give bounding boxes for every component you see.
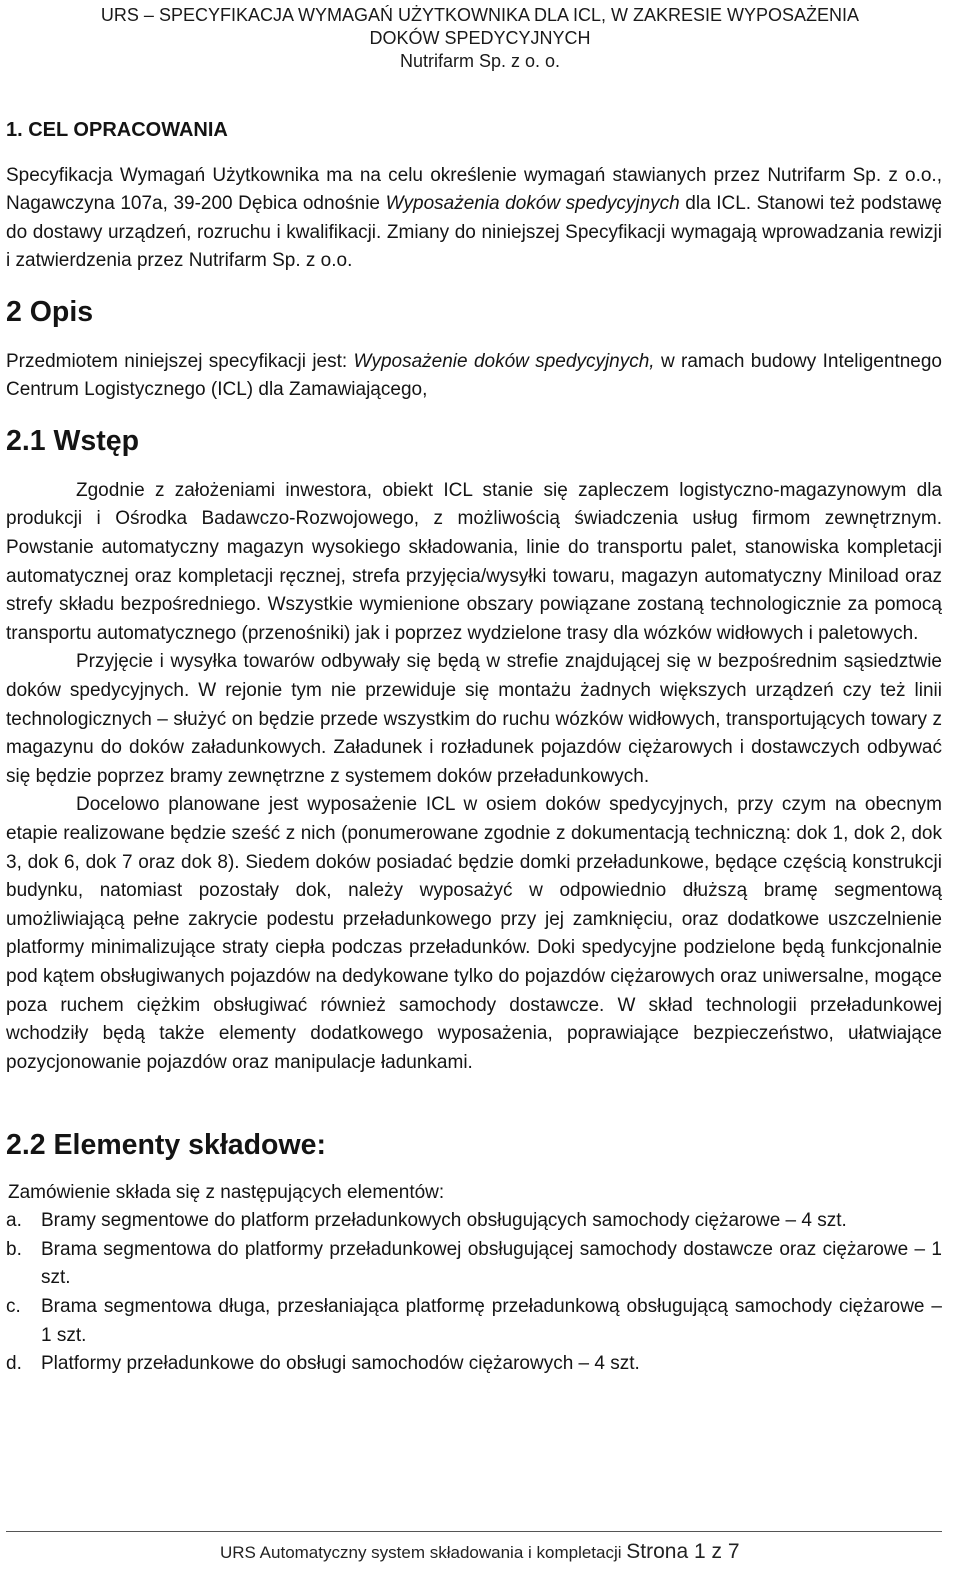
list-item-text: Brama segmentowa do platformy przeładunkowej obsługującej samochody dostawcze oraz ciężarowe – 1 szt.: [41, 1238, 942, 1289]
list-item: [6, 1207, 942, 1236]
section-2-title: 2 Opis: [6, 295, 94, 328]
section-cel-opracowania: [6, 112, 942, 276]
list-item: [6, 1293, 942, 1350]
section-elementy-skladowe: [6, 1131, 942, 1379]
list-item: [6, 1350, 942, 1379]
list-marker: c.: [6, 1296, 21, 1318]
header-company: Nutrifarm Sp. z o. o.: [399, 51, 561, 71]
document-body: [6, 112, 942, 1379]
page-number: Strona 1 z 7: [626, 1540, 740, 1563]
section-2-2-intro: Zamówienie składa się z następujących elementów:: [8, 1182, 445, 1204]
list-item: [6, 1236, 942, 1293]
section-1-title: 1. CEL OPRACOWANIA: [6, 119, 228, 141]
section-2-text-a: Przedmiotem niniejszej specyfikacji jest:: [6, 350, 354, 372]
page-footer: [6, 1531, 942, 1572]
section-2-1-title: 2.1 Wstęp: [6, 424, 140, 457]
footer-text: [220, 1540, 740, 1564]
section-2-1-paragraph-2: Przyjęcie i wysyłka towarów odbywały się będą w strefie znajdującej się w bezpośrednim sąsiedztwie doków spedycyjnych. W rejonie tym nie przewiduje się montażu żadnych większych urządzeń czy też linii technologicznych – służyć on będzie przede wszystkim do ruchu wózków widłowych, transportujących towary z magazynu do doków załadunkowych. Załadunek i rozładunek pojazdów ciężarowych i dostawczych odbywać się będzie poprzez bramy zewnętrzne z systemem doków przeładunkowych.: [6, 651, 942, 787]
components-list: [6, 1207, 942, 1379]
list-item-text: Bramy segmentowe do platform przeładunkowych obsługujących samochody ciężarowe – 4 szt.: [41, 1210, 847, 1232]
section-2-1-paragraph-1: Zgodnie z założeniami inwestora, obiekt ICL stanie się zapleczem logistyczno-magazynowym dla produkcji i Ośrodka Badawczo-Rozwojowego, z możliwością świadczenia usług firmom zewnętrznym. Powstanie automatyczny magazyn wysokiego składowania, linie do transportu palet, stanowiska kompletacji automatycznej oraz kompletacji ręcznej, strefa przyjęcia/wysyłki towaru, magazyn automatyczny Miniload oraz strefy składu bezpośredniego. Wszystkie wymienione obszary powiązane zostaną technologicznie za pomocą transportu automatycznego (przenośniki) jak i poprzez wydzielone trasy dla wózków widłowych i paletowych.: [6, 479, 942, 644]
section-2-2-title: 2.2 Elementy składowe:: [6, 1129, 326, 1162]
section-opis: [6, 295, 942, 405]
section-wstep: [6, 424, 942, 1077]
header-title: URS – SPECYFIKACJA WYMAGAŃ UŻYTKOWNIKA DLA ICL, W ZAKRESIE WYPOSAŻENIA: [100, 5, 860, 25]
section-2-1-paragraph-3: Docelowo planowane jest wyposażenie ICL w osiem doków spedycyjnych, przy czym na obecnym etapie realizowane będzie sześć z nich (ponumerowane zgodnie z dokumentacją techniczną: dok 1, dok 2, dok 3, dok 6, dok 7 oraz dok 8). Siedem doków posiadać będzie domki przeładunkowe, będące częścią konstrukcji budynku, natomiast pozostały dok, należy wyposażyć w odpowiednio dłuższą bramę segmentową umożliwiającą pełne zakrycie podestu przeładunkowego przy jej zamknięciu, oraz dodatkowe uszczelnienie platformy minimalizujące straty ciepła podczas przeładunków. Doki spedycyjne podzielone będą funkcjonalnie pod kątem obsługiwanych pojazdów na dedykowane tylko do pojazdów ciężarowych oraz uniwersalne, mogące poza ruchem ciężkim obsługiwać również samochody dostawcze. W skład technologii przeładunkowej wchodziły będą także elementy dodatkowego wyposażenia, poprawiające bezpieczeństwo, ułatwiające pozycjonowanie pojazdów oraz manipulacje ładunkami.: [6, 794, 942, 1073]
list-marker: a.: [6, 1210, 22, 1232]
page-header: [0, 4, 960, 73]
section-1-text-b: dla ICL. Stanowi też podstawę do dostawy urządzeń, rozruchu i kwalifikacji. Zmiany do niniejszej Specyfikacji wymagają wprowadzania rewizji i zatwierdzenia przez Nutrifarm Sp. z o.o.: [6, 193, 942, 272]
list-item-text: Brama segmentowa długa, przesłaniająca platformę przeładunkową obsługującą samochody ciężarowe – 1 szt.: [41, 1296, 942, 1346]
header-subtitle: DOKÓW SPEDYCYJNYCH: [369, 28, 591, 48]
list-marker: d.: [6, 1353, 22, 1375]
footer-doc-title: URS Automatyczny system składowania i kompletacji: [220, 1543, 627, 1562]
section-2-text-b: w ramach budowy Inteligentnego Centrum Logistycznego (ICL) dla Zamawiającego,: [6, 350, 942, 401]
section-1-paragraph: [6, 162, 942, 276]
section-1-text-a: Specyfikacja Wymagań Użytkownika ma na celu określenie wymagań stawianych przez Nutrifarm Sp. z o.o., Nagawczyna 107a, 39-200 Dębica odnośnie: [6, 165, 942, 215]
section-1-emphasis: Wyposażenia doków spedycyjnych: [385, 193, 680, 215]
list-item-text: Platformy przeładunkowe do obsługi samochodów ciężarowych – 4 szt.: [41, 1353, 640, 1375]
section-2-paragraph: [6, 348, 942, 405]
section-2-emphasis: Wyposażenie doków spedycyjnych,: [353, 350, 655, 372]
list-marker: b.: [6, 1238, 22, 1260]
